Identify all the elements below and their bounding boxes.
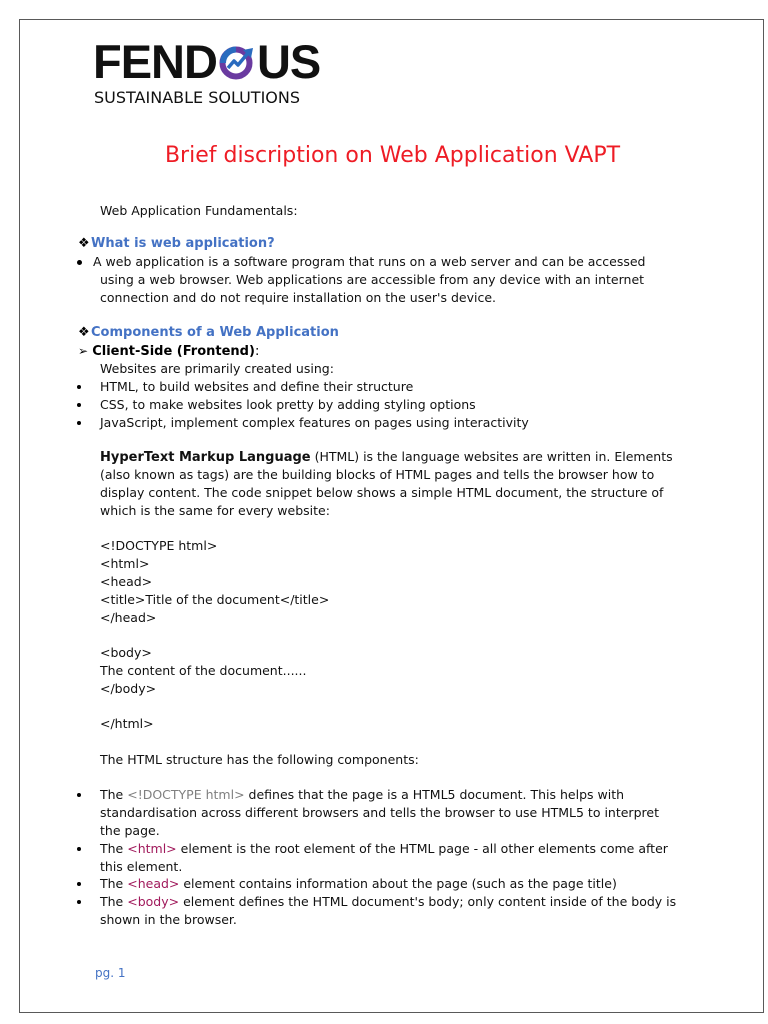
bullet-icon (77, 793, 81, 797)
code-line: <title>Title of the document</title> (100, 592, 330, 607)
code-line: </body> (100, 681, 157, 696)
component-line: this element. (100, 859, 183, 874)
code-line: <!DOCTYPE html> (100, 538, 218, 553)
bullet-icon (77, 882, 81, 886)
component-line: the page. (100, 823, 160, 838)
code-line: </html> (100, 716, 154, 731)
component-item (100, 786, 624, 804)
component-text: defines that the page is a HTML5 document. This helps with (244, 787, 625, 802)
paragraph-line (100, 448, 673, 467)
component-text: The (100, 894, 128, 909)
list-item: CSS, to make websites look pretty by adding styling options (100, 397, 476, 412)
bullet-icon (77, 260, 82, 265)
bullet-icon (77, 421, 81, 425)
bullet-icon (77, 385, 81, 389)
arrow-bullet-icon: ➢ (78, 344, 89, 358)
paragraph-line: connection and do not require installation on the user's device. (100, 290, 496, 305)
component-text: The (100, 787, 128, 802)
code-line: <body> (100, 645, 152, 660)
intro-text: Web Application Fundamentals: (100, 203, 298, 218)
paragraph-line: which is the same for every website: (100, 503, 330, 518)
component-text: element is the root element of the HTML page - all other elements come after (176, 841, 668, 856)
subheading-client-side (78, 342, 259, 361)
code-line: <head> (100, 574, 153, 589)
lead-text: Websites are primarily created using: (100, 361, 334, 376)
list-item: JavaScript, implement complex features on pages using interactivity (100, 415, 529, 430)
code-line: </head> (100, 610, 157, 625)
logo-o-arrow-icon (217, 42, 257, 82)
component-text: The (100, 876, 128, 891)
document-title: Brief discription on Web Application VAPT (164, 143, 621, 168)
component-item (100, 840, 668, 858)
section-heading-components (78, 324, 339, 342)
paragraph-line: display content. The code snippet below shows a simple HTML document, the structure of (100, 485, 664, 500)
paragraph-line: A web application is a software program that runs on a web server and can be accessed (93, 254, 646, 269)
component-item (100, 893, 676, 911)
html-tag: <body> (127, 894, 180, 909)
code-line: <html> (100, 556, 150, 571)
bullet-icon (77, 900, 81, 904)
section-heading-text: Components of a Web Application (91, 325, 339, 340)
paragraph-text: (HTML) is the language websites are written in. Elements (310, 449, 673, 464)
bullet-icon (77, 403, 81, 407)
component-line: standardisation across different browsers and tells the browser to use HTML5 to interpret (100, 805, 659, 820)
html-tag: <!DOCTYPE html> (127, 787, 245, 802)
bullet-icon (77, 847, 81, 851)
diamond-bullet-icon: ❖ (78, 236, 90, 251)
paragraph-line: (also known as tags) are the building blocks of HTML pages and tells the browser how to (100, 467, 655, 482)
section-heading-text: What is web application? (91, 236, 275, 251)
section-heading-what-is-web-app (78, 235, 275, 253)
component-item (100, 875, 617, 893)
component-text: The (100, 841, 128, 856)
html-tag: <html> (127, 841, 177, 856)
structure-intro: The HTML structure has the following components: (100, 752, 419, 767)
component-text: element contains information about the page (such as the page title) (179, 876, 617, 891)
logo-tagline: SUSTAINABLE SOLUTIONS (94, 88, 301, 107)
term-html: HyperText Markup Language (100, 450, 311, 465)
document-page (19, 19, 764, 1013)
logo-text-right: US (256, 35, 321, 88)
logo-text-left: FEND (93, 35, 217, 88)
component-line: shown in the browser. (100, 912, 237, 927)
html-tag: <head> (127, 876, 180, 891)
code-line: The content of the document...... (100, 663, 307, 678)
component-text: element defines the HTML document's body; only content inside of the body is (179, 894, 677, 909)
paragraph-line: using a web browser. Web applications are accessible from any device with an internet (100, 272, 645, 287)
page-number: pg. 1 (95, 966, 126, 980)
diamond-bullet-icon: ❖ (78, 325, 90, 340)
subheading-colon: : (254, 344, 260, 359)
company-logo (93, 35, 321, 88)
subheading-text: Client-Side (Frontend) (92, 344, 255, 359)
list-item: HTML, to build websites and define their structure (100, 379, 414, 394)
